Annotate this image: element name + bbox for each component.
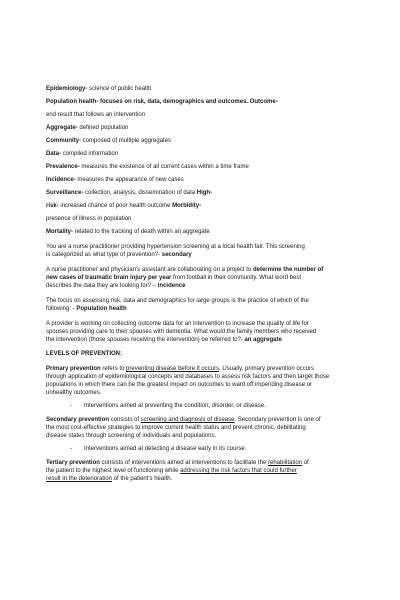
primary-prevention-line-2: through application of epidemiological concepts and databases to assess risk factors and then target those xyxy=(46,374,330,380)
definition-population-health: Population health- focuses on risk, data, demographics and outcomes. Outcome- xyxy=(46,99,278,105)
primary-prevention-line-4: unhealthy outcomes. xyxy=(46,390,102,396)
tertiary-prevention-line-1: Tertiary prevention consists of interventions aimed at interventions to facilitate the rehabilitation of xyxy=(46,460,309,466)
definition-prevalence: Prevalence- measures the existence of all current cases within a time frame xyxy=(46,164,249,170)
question-2-line-3: describes the data they are looking for? – incidence xyxy=(46,283,186,289)
definition-epidemiology: Epidemiology- science of public health xyxy=(46,86,152,92)
secondary-prevention-line-2: the most cost-effective strategies to improve current health status and prevent chronic, debilitating xyxy=(46,425,306,431)
question-3-answer: Population health xyxy=(76,306,127,312)
definition-outcome: end result that follows an intervention xyxy=(46,112,146,118)
question-3-line-2: following: - Population health xyxy=(46,306,127,312)
secondary-prevention-line-1: Secondary prevention consists of screening and diagnosis of disease. Secondary prevention is one of xyxy=(46,417,321,423)
definition-incidence: Incidence- measures the appearance of new cases xyxy=(46,177,184,183)
definition-high-risk: risk- increased chance of poor health outcome Morbidity- xyxy=(46,203,202,209)
question-2-line-2: new cases of traumatic brain injury per year from football in their community. What word best xyxy=(46,275,301,281)
question-1-answer: secondary xyxy=(161,252,192,258)
question-1-line-1: You are a nurse practitioner providing hypertension screening at a local health fair. This screening xyxy=(46,244,305,250)
definition-data: Data- compiled information xyxy=(46,151,119,157)
definition-community: Community- composed of multiple aggregates xyxy=(46,138,172,144)
question-4-line-3: the intervention (those spouses receiving the intervention) be referred to?- an aggregate xyxy=(46,337,282,343)
definition-mortality: Mortality- related to the tracking of death within an aggregate xyxy=(46,229,210,235)
levels-of-prevention-heading: LEVELS OF PREVENTION: xyxy=(46,351,123,357)
primary-prevention-line-1: Primary prevention refers to preventing disease before it occurs. Usually, primary prevention occurs xyxy=(46,366,315,372)
question-4-answer: an aggregate xyxy=(244,337,282,343)
question-4-line-1: A provider is working on collecting outcome data for an intervention to increase the quality of life for xyxy=(46,321,309,327)
question-2-line-1: A nurse practitioner and physician's assistant are collaborating on a project to determine the number of xyxy=(46,267,324,273)
definition-morbidity: presence of illness in population xyxy=(46,216,132,222)
secondary-prevention-bullet: - Interventions aimed at detecting a disease early in its course. xyxy=(70,446,247,452)
definition-surveillance: Surveillance- collection, analysis, dissemination of data High- xyxy=(46,190,213,196)
tertiary-prevention-line-3: result in the deterioration of the patient's health. xyxy=(46,476,173,482)
question-2-answer: incidence xyxy=(157,283,186,289)
primary-prevention-bullet: - Interventions aimed at preventing the condition, disorder, or disease. xyxy=(70,403,266,409)
tertiary-prevention-line-2: the patient to the highest level of functioning while addressing the risk factors that could further xyxy=(46,468,297,474)
question-3-line-1: The focus on assessing risk, data and demographics for large groups is the practice of which of the xyxy=(46,298,309,304)
question-1-line-2: is categorized as what type of prevention?- secondary xyxy=(46,252,192,258)
definition-aggregate: Aggregate- defined population xyxy=(46,125,129,131)
secondary-prevention-line-3: disease states through screening of individuals and populations. xyxy=(46,433,217,439)
question-4-line-2: spouses providing care to their spouses with dementia. What would the family members who received xyxy=(46,329,317,335)
primary-prevention-line-3: populations in which there can be the greatest impact on outcomes to ward off impending disease or xyxy=(46,382,313,388)
